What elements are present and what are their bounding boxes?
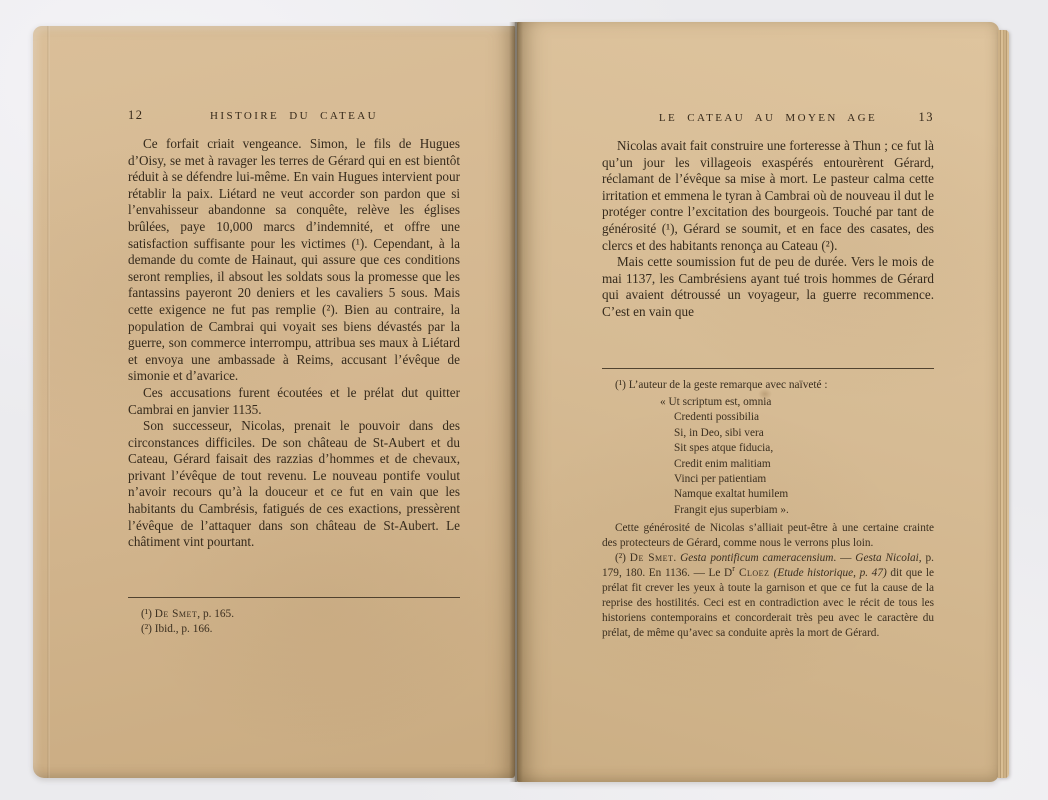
paragraph: Mais cette soumission fut de peu de durée. Vers le mois de mai 1137, les Cambrésiens ayant tué trois hommes de Gérard qui avaient détroussé un voyageur, la guerre recommence. C’est en vain que [602,254,934,319]
paragraph: Son successeur, Nicolas, prenait le pouvoir dans des circonstances difficiles. De son château de St-Aubert et du Cateau, Gérard faisait des razzias d’hommes et de chevaux, privant l’évêque de tout revenu. Le nouveau pontife voulut n’avoir recours qu’à la douceur et ce fut en vain que les habitants du Cambrésis, fatigués de ces exactions, pressèrent l’évêque de l’attaquer dans son château de St-Aubert. Le châtiment vint pourtant. [128,418,460,550]
footnote-author: Cloez [734,567,774,580]
verse-line: Credenti possibilia [674,411,760,424]
footnote-sep: . [673,552,681,565]
verse-block [602,395,934,518]
paragraph: Nicolas avait fait construire une forteresse à Thun ; ce fut là qu’un jour les villageois exaspérés entourèrent Gérard, réclamant de l’évêque sa mise à mort. Le pasteur calma cette irritation et emmena le tyran à Cambrai où de nouveau il dut le protéger contre l’excitation des bourgeois. Touché par tant de générosité (¹), Gérard se soumit, et en face des casates, des clercs et des habitants renonça au Cateau (²). [602,138,934,253]
footnote-marker: (²) [615,552,630,565]
right-page-content [602,110,934,321]
footnote-rule [602,368,934,369]
verse-line: Namque exaltat humilem [674,488,789,501]
verse-line: Si, in Deo, sibi vera [674,426,764,439]
verse-line: Frangit ejus superbiam ». [674,503,789,516]
left-page-content [128,108,460,551]
left-footnotes [128,597,460,637]
right-page [517,22,999,782]
footnote-work-title: Gesta Nicolai, [855,552,922,565]
verse-line: Sit spes atque fiducia, [674,442,774,455]
footnote-citation [602,551,934,641]
verse-line: Credit enim malitiam [674,457,771,470]
footnote-line: (²) Ibid., p. 166. [141,623,213,635]
footnote-text: dit que le prélat fit crever les yeux à toute la garnison et que ce fut la cause de la reprise des hostilités. Ceci est en contradiction avec le récit de tous les historiens contemporains et concorderait très peu avec le caractère du prélat, de même qu’avec sa conduite après la mort de Gérard. [602,567,934,640]
footnote-text: p. 179, 180. En 1136. — Le D [602,552,934,580]
footnote-line [128,607,460,622]
left-page-number: 12 [128,108,144,122]
footnote-author: De Smet [154,608,198,620]
left-body-text [128,136,460,551]
footnote-text: , p. 165. [197,608,235,620]
verse-line: « Ut scriptum est, omnia [660,396,772,408]
footnote-work-title: Gesta pontificum cameracensium [680,552,834,565]
right-footnotes [602,368,934,641]
paragraph: Ce forfait criait vengeance. Simon, le fils de Hugues d’Oisy, se met à ravager les terres de Gérard qui en est bientôt réduit à se défendre lui-même. En vain Hugues intervient pour rétablir la paix. Liétard ne veut accorder son pardon que si l’envahisseur abandonne sa conquête, relève les églises brûlées, paye 10,000 marcs d’indemnité, et offre une satisfaction suffisante pour les victimes (¹). Cependant, à la demande du comte de Hainaut, qui assure que ces conditions seront remplies, il absout les soldats sous la promesse que les fantassins payeront 20 deniers et les cavaliers 5 sous. Mais cette exigence ne fut pas remplie (²). Bien au contraire, la population de Cambrai qui voyait ses biens dévastés par la guerre, son commerce interrompu, attribua ses maux à Liétard et envoya une ambassade à Reims, accusant l’évêque de simonie et d’avarice. [128,136,460,384]
right-running-title: LE CATEAU AU MOYEN AGE [658,112,878,124]
footnote-work-title: (Etude historique, p. 47) [773,567,887,580]
left-running-title: HISTOIRE DU CATEAU [210,110,378,122]
verse-line: Vinci per patientiam [674,473,767,486]
left-running-head [128,108,460,123]
page-stack-edges [998,30,1009,778]
right-body-text [602,138,934,321]
footnote-sep: . — [833,552,856,565]
footnote-continuation: Cette générosité de Nicolas s’alliait peut-être à une certaine crainte des protecteurs de Gérard, comme nous le verrons plus loin. [602,522,934,550]
paragraph: Ces accusations furent écoutées et le prélat dut quitter Cambrai en janvier 1135. [128,384,460,417]
footnote-marker: (¹) [141,608,155,620]
gutter-shadow [509,22,523,782]
footnote-intro: (¹) L’auteur de la geste remarque avec naïveté : [615,379,828,391]
right-running-head [602,110,934,125]
footnote-rule [128,597,460,598]
footnote-author: De Smet [629,552,674,565]
doctor-superscript: r [732,564,735,574]
left-page [33,26,515,778]
right-page-number: 13 [918,110,934,124]
